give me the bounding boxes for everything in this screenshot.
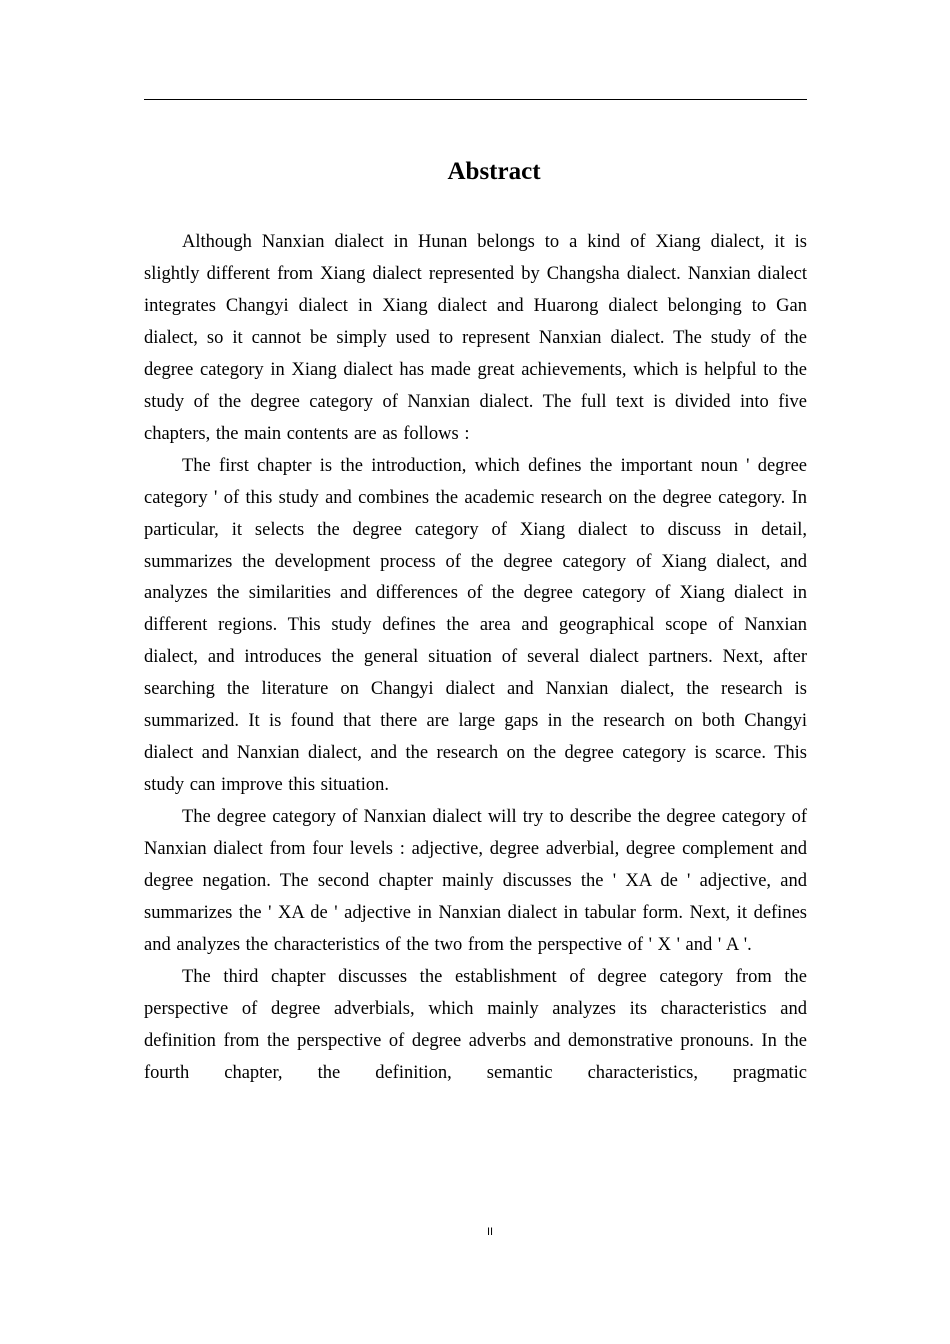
header-rule <box>144 99 807 100</box>
paragraph-chapter-three: The third chapter discusses the establishment of degree category from the perspective of degree adverbials, which mainly analyzes its characteristics and definition from the perspective of degree adverbs and demonstrative pronouns. In the fourth chapter, the definition, semantic characteristics, pragmatic <box>144 966 807 1083</box>
page-title: Abstract <box>447 158 541 185</box>
paragraph-intro: Although Nanxian dialect in Hunan belongs to a kind of Xiang dialect, it is slightly different from Xiang dialect represented by Changsha dialect. Nanxian dialect integrates Changyi dialect in Xiang dialect and Huarong dialect belonging to Gan dialect, so it cannot be simply used to represent Nanxian dialect. The study of the degree category in Xiang dialect has made great achievements, which is helpful to the study of the degree category of Nanxian dialect. The full text is divided into five chapters, the main contents are as follows : <box>144 232 807 444</box>
paragraph-chapter-one: The first chapter is the introduction, which defines the important noun ' degree category ' of this study and combines the academic research on the degree category. In particular, it selects the degree category of Xiang dialect to discuss in detail, summarizes the development process of the degree category of Xiang dialect, and analyzes the similarities and differences of the degree category of Xiang dialect in different regions. This study defines the area and geographical scope of Nanxian dialect, and introduces the general situation of several dialect partners. Next, after searching the literature on Changyi dialect and Nanxian dialect, the research is summarized. It is found that there are large gaps in the research on both Changyi dialect and Nanxian dialect, and the research on the degree category is scarce. This study can improve this situation. <box>144 455 807 796</box>
paragraph-chapter-two: The degree category of Nanxian dialect will try to describe the degree category of Nanxian dialect from four levels : adjective, degree adverbial, degree complement and degree negation. The second chapter mainly discusses the ' XA de ' adjective, and summarizes the ' XA de ' adjective in Nanxian dialect in tabular form. Next, it defines and analyzes the characteristics of the two from the perspective of ' X ' and ' A '. <box>144 807 807 955</box>
abstract-body <box>144 227 807 1090</box>
page-number: II <box>486 1226 494 1238</box>
